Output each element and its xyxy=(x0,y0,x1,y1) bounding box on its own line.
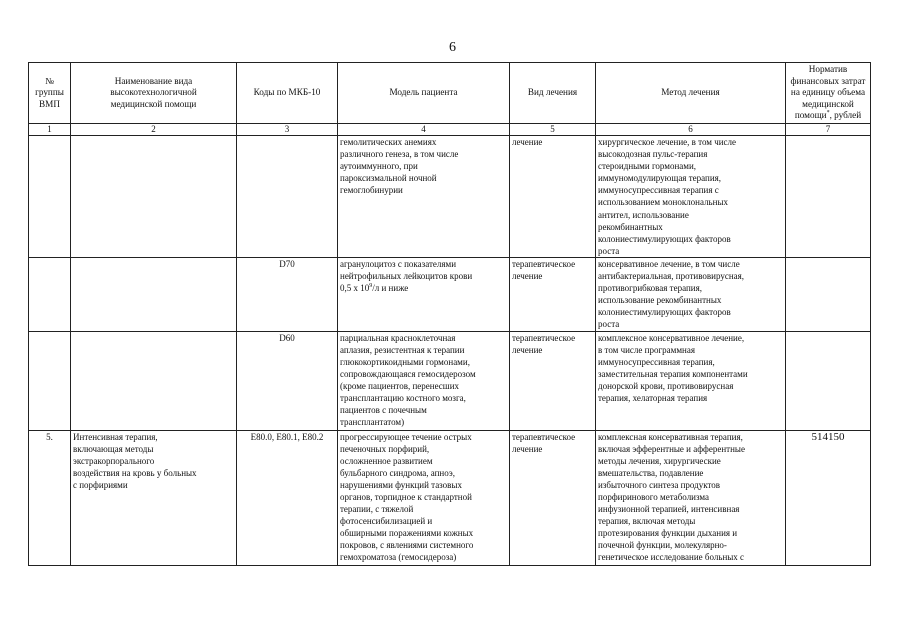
model-text-post: /л и ниже xyxy=(372,283,409,294)
cell-method: комплексное консервативное лечение, в том числе программная иммуносупрессивная терапия, заместительная терапия компонентами донорской крови, противовирусная терапия, хелаторная терапия xyxy=(596,331,786,430)
cell-codes: D70 xyxy=(237,257,338,331)
table-row xyxy=(29,136,871,258)
column-number: 7 xyxy=(786,124,871,136)
cell-group xyxy=(29,257,71,331)
table-row xyxy=(29,257,871,331)
cell-group xyxy=(29,331,71,430)
vmp-table xyxy=(28,62,871,566)
cell-name xyxy=(71,136,237,258)
cell-treatment-type: терапевтическое лечение xyxy=(510,331,596,430)
header-codes: Коды по МКБ-10 xyxy=(237,63,338,124)
cell-method: хирургическое лечение, в том числе высокодозная пульс-терапия стероидными гормонами, иммуномодулирующая терапия, иммуносупрессивная терапия с использованием моноклональных антител, использование рекомбинантных колониестимулирующих факторов роста xyxy=(596,136,786,258)
cell-model xyxy=(338,257,510,331)
cell-name xyxy=(71,257,237,331)
header-norm xyxy=(786,63,871,124)
page-number: 6 xyxy=(449,40,456,55)
header-norm-footnote-mark: * xyxy=(826,110,830,117)
column-number: 1 xyxy=(29,124,71,136)
header-model: Модель пациента xyxy=(338,63,510,124)
cell-model: гемолитических анемиях различного генеза, в том числе аутоиммунного, при пароксизмальной ночной гемоглобинурии xyxy=(338,136,510,258)
column-number: 6 xyxy=(596,124,786,136)
table-row xyxy=(29,430,871,565)
column-number-row xyxy=(29,124,871,136)
header-row xyxy=(29,63,871,124)
cell-tariff xyxy=(786,136,871,258)
model-exponent: 9 xyxy=(369,283,373,290)
column-number: 2 xyxy=(71,124,237,136)
header-group: № группы ВМП xyxy=(29,63,71,124)
column-number: 4 xyxy=(338,124,510,136)
model-text-pre: агранулоцитоз с показателями нейтрофильных лейкоцитов крови 0,5 х 10 xyxy=(340,258,473,294)
cell-method: комплексная консервативная терапия, включая эфферентные и афферентные методы лечения, хирургические вмешательства, подавление избыточного синтеза продуктов порфиринового метаболизма инфузионной терапией, интенсивная терапия, включая методы протезирования функции дыхания и почечной функции, молекулярно- генетическое исследование больных с xyxy=(596,430,786,565)
cell-group: 5. xyxy=(29,430,71,565)
cell-tariff: 514150 xyxy=(786,430,871,565)
header-method: Метод лечения xyxy=(596,63,786,124)
cell-name: Интенсивная терапия, включающая методы экстракорпорального воздействия на кровь у больных с порфириями xyxy=(71,430,237,565)
cell-tariff xyxy=(786,331,871,430)
header-norm-main: Норматив финансовых затрат на единицу объема медицинской помощи xyxy=(790,64,866,121)
column-number: 5 xyxy=(510,124,596,136)
cell-codes: D60 xyxy=(237,331,338,430)
cell-group xyxy=(29,136,71,258)
column-number: 3 xyxy=(237,124,338,136)
cell-treatment-type: терапевтическое лечение xyxy=(510,257,596,331)
cell-codes xyxy=(237,136,338,258)
cell-codes: E80.0, E80.1, E80.2 xyxy=(237,430,338,565)
header-name: Наименование вида высокотехнологичной медицинской помощи xyxy=(71,63,237,124)
cell-tariff xyxy=(786,257,871,331)
cell-treatment-type: терапевтическое лечение xyxy=(510,430,596,565)
header-treatment-type: Вид лечения xyxy=(510,63,596,124)
header-norm-tail: , рублей xyxy=(829,110,862,121)
cell-treatment-type: лечение xyxy=(510,136,596,258)
cell-method: консервативное лечение, в том числе антибактериальная, противовирусная, противогрибковая терапия, использование рекомбинантных колониестимулирующих факторов роста xyxy=(596,257,786,331)
table-row xyxy=(29,331,871,430)
cell-name xyxy=(71,331,237,430)
cell-model: парциальная красноклеточная аплазия, резистентная к терапии глюкокортикоидными гормонами, сопровождающаяся гемосидерозом (кроме пациентов, перенесших трансплантацию костного мозга, пациентов с почечным трансплантатом) xyxy=(338,331,510,430)
cell-model: прогрессирующее течение острых печеночных порфирий, осложненное развитием бульбарного синдрома, апноэ, нарушениями функций тазовых органов, торпидное к стандартной терапии, с тяжелой фотосенсибилизацией и обширными поражениями кожных покровов, с явлениями системного гемохроматоза (гемосидероза) xyxy=(338,430,510,565)
